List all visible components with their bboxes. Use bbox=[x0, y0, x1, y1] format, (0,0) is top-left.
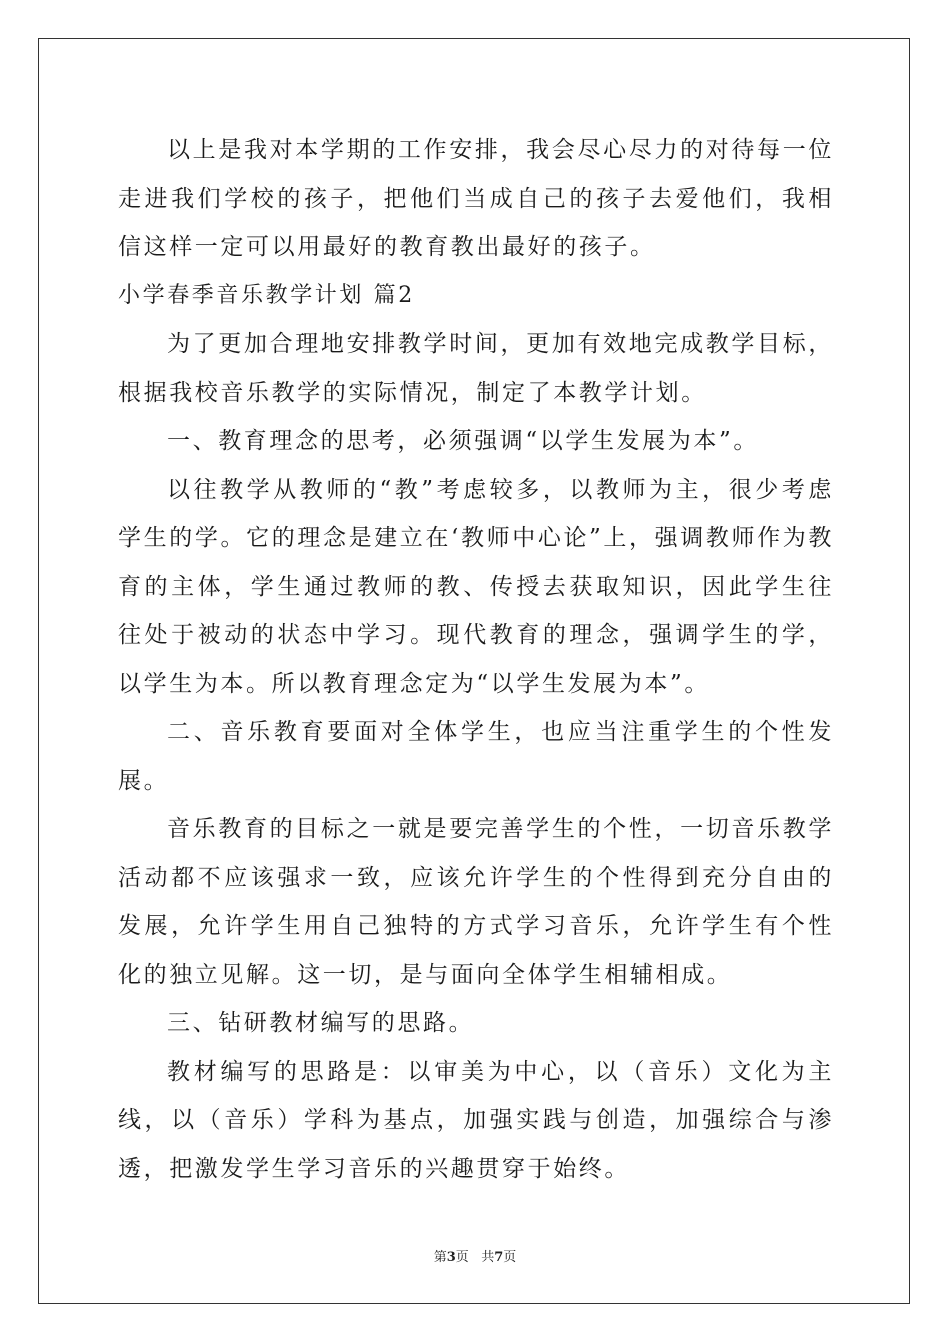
section-heading: 小学春季音乐教学计划 篇2 bbox=[118, 282, 415, 308]
point-heading-3: 三、钻研教材编写的思路。 bbox=[167, 1010, 475, 1036]
paragraph-closing: 以上是我对本学期的工作安排，我会尽心尽力的对待每一位走进我们学校的孩子，把他们当成自己的孩子去爱他们，我相信这样一定可以用最好的教育教出最好的孩子。 bbox=[118, 137, 834, 260]
footer-suffix: 页 bbox=[503, 1250, 517, 1265]
current-page-number: 3 bbox=[446, 1250, 456, 1265]
document-body bbox=[118, 126, 834, 1193]
paragraph-intro: 为了更加合理地安排教学时间，更加有效地完成教学目标，根据我校音乐教学的实际情况，制定了本教学计划。 bbox=[118, 331, 834, 406]
total-page-number: 7 bbox=[494, 1250, 504, 1265]
paragraph-point-1: 以往教学从教师的“教”考虑较多，以教师为主，很少考虑学生的学。它的理念是建立在‘教师中心论”上，强调教师作为教育的主体，学生通过教师的教、传授去获取知识，因此学生往往处于被动的状态中学习。现代教育的理念，强调学生的学，以学生为本。所以教育理念定为“以学生发展为本”。 bbox=[118, 476, 834, 697]
paragraph-point-3: 教材编写的思路是：以审美为中心，以（音乐）文化为主线，以（音乐）学科为基点，加强实践与创造，加强综合与渗透，把激发学生学习音乐的兴趣贯穿于始终。 bbox=[118, 1058, 834, 1182]
paragraph-point-2: 音乐教育的目标之一就是要完善学生的个性，一切音乐教学活动都不应该强求一致，应该允许学生的个性得到充分自由的发展，允许学生用自己独特的方式学习音乐，允许学生有个性化的独立见解。这一切，是与面向全体学生相辅相成。 bbox=[118, 816, 834, 988]
footer-prefix: 第 bbox=[433, 1250, 447, 1265]
page-footer bbox=[0, 1246, 950, 1265]
point-heading-2: 二、音乐教育要面对全体学生，也应当注重学生的个性发展。 bbox=[118, 719, 834, 794]
point-heading-1: 一、教育理念的思考，必须强调“以学生发展为本”。 bbox=[167, 428, 759, 454]
footer-middle: 页 共 bbox=[455, 1250, 495, 1265]
